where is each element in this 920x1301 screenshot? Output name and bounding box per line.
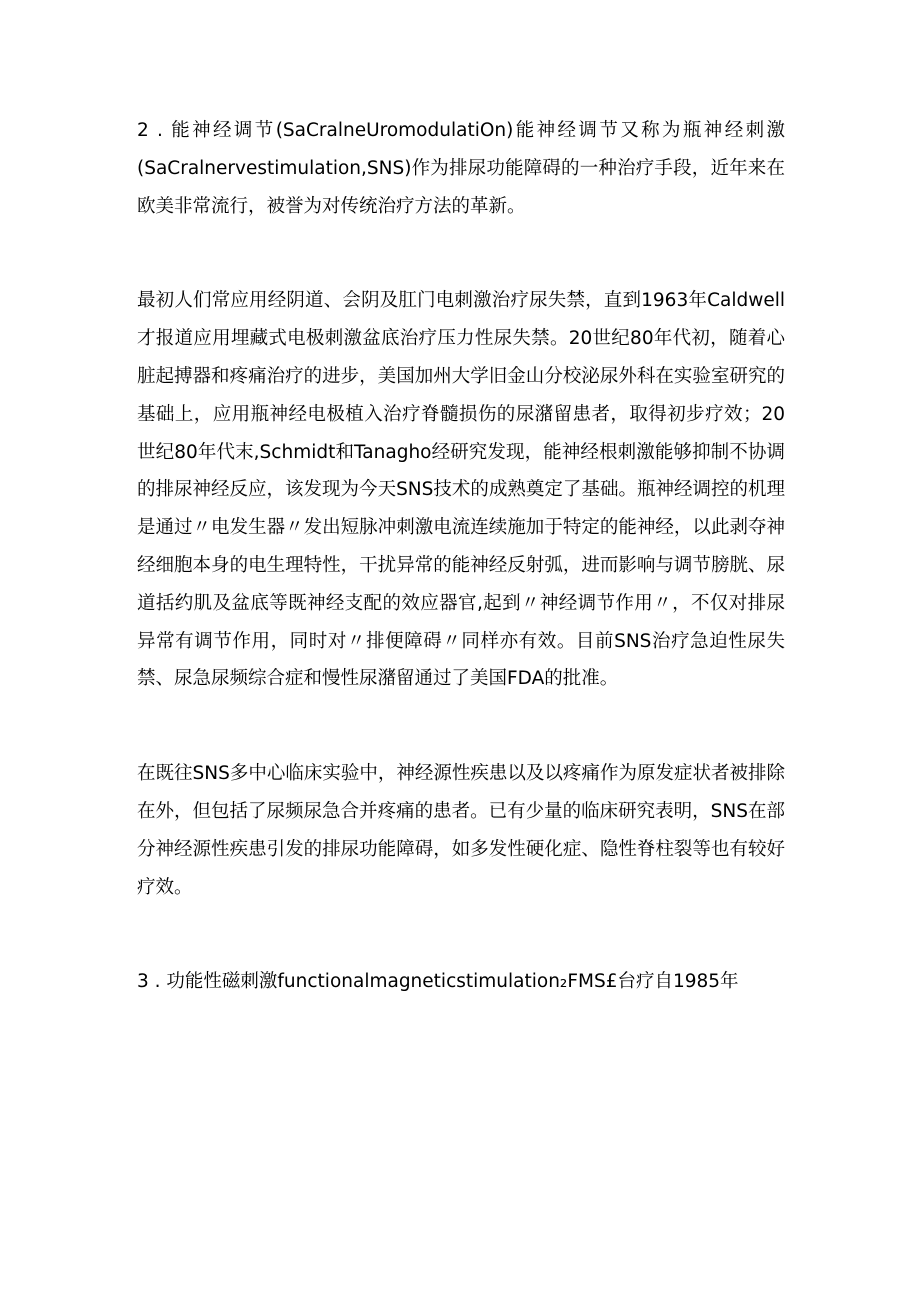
paragraph-magnetic-stimulation: 3 . 功能性磁刺激functionalmagneticstimulation₂FMS£台疗自1985年 [137,971,739,993]
document-body [137,112,785,1001]
paragraph-clinical-trials: 在既往SNS多中心临床实验中，神经源性疾患以及以疼痛作为原发症状者被排除在外，但包括了尿频尿急合并疼痛的患者。已有少量的临床研究表明，SNS在部分神经源性疾患引发的排尿功能障碍，如多发性硬化症、隐性脊柱裂等也有较好疗效。 [137,763,785,898]
paragraph-sacral-neuromodulation: 2 . 能神经调节(SaCralneUromodulatiOn)能神经调节又称为瓶神经刺激(SaCralnervestimulation,SNS)作为排尿功能障碍的一种治疗手段，近年来在欧美非常流行，被誉为对传统治疗方法的革新。 [137,120,785,217]
paragraph-history: 最初人们常应用经阴道、会阴及肛门电刺激治疗尿失禁，直到1963年Caldwell才报道应用埋藏式电极刺激盆底治疗压力性尿失禁。20世纪80年代初，随着心脏起搏器和疼痛治疗的进步，美国加州大学旧金山分校泌尿外科在实验室研究的基础上，应用瓶神经电极植入治疗脊髓损伤的尿潴留患者，取得初步疗效；20世纪80年代末,Schmidt和Tanagho经研究发现，能神经根刺激能够抑制不协调的排尿神经反应，该发现为今天SNS技术的成熟奠定了基础。瓶神经调控的机理是通过〃电发生器〃发出短脉冲刺激电流连续施加于特定的能神经，以此剥夺神经细胞本身的电生理特性，干扰异常的能神经反射弧，进而影响与调节膀胱、尿道括约肌及盆底等既神经支配的效应器官,起到〃神经调节作用〃，不仅对排尿异常有调节作用，同时对〃排便障碍〃同样亦有效。目前SNS治疗急迫性尿失禁、尿急尿频综合症和慢性尿潴留通过了美国FDA的批准。 [137,290,785,690]
